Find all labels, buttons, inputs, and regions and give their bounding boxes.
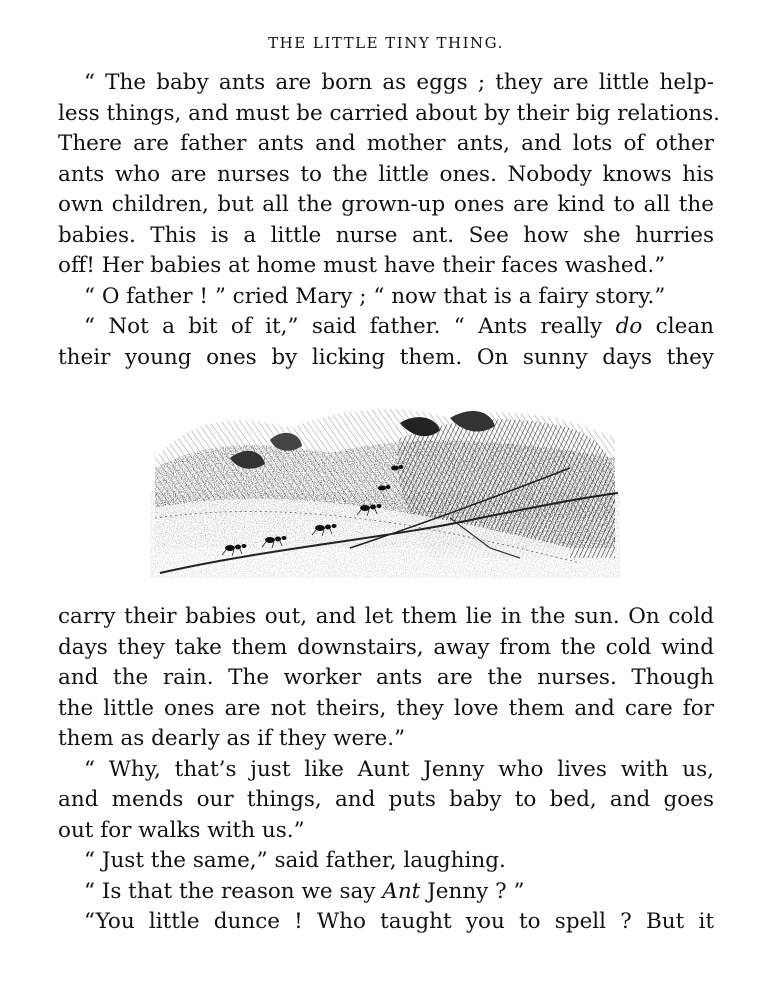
text-line <box>58 694 714 725</box>
line-text: and the rain. The worker ants are the nurses. Though <box>58 665 714 690</box>
text-line <box>58 312 714 343</box>
text-line <box>58 221 714 252</box>
text-line <box>58 724 714 755</box>
text-line <box>58 907 714 938</box>
text-block-bottom <box>58 602 714 938</box>
line-text: babies. This is a little nurse ant. See how she hurries <box>58 222 714 248</box>
line-text: “ Not a bit of it,” said father. “ Ants really <box>84 314 603 339</box>
text-line <box>58 251 714 282</box>
line-text: “ O father ! ” cried Mary ; “ now that is a fairy story.” <box>84 283 666 309</box>
line-text: “ Why, that’s just like Aunt Jenny who lives with us, <box>84 756 714 782</box>
text-line <box>58 785 714 816</box>
line-text: the little ones are not theirs, they love them and care for <box>58 695 714 721</box>
line-text: their young ones by licking them. On sunny days they <box>58 344 714 370</box>
text-line <box>58 846 714 877</box>
running-head: THE LITTLE TINY THING. <box>268 34 504 52</box>
text-line <box>58 99 721 130</box>
line-text: out for walks with us.” <box>58 817 305 843</box>
line-text: less things, and must be carried about by their big relations. <box>58 100 721 126</box>
line-text: ants who are nurses to the little ones. Nobody knows his <box>58 161 714 187</box>
text-line <box>58 68 714 99</box>
text-line <box>58 877 714 908</box>
text-line <box>58 755 714 786</box>
line-text: “ The baby ants are born as eggs ; they are little help- <box>84 70 714 95</box>
line-text: There are father ants and mother ants, and lots of other <box>58 131 714 156</box>
text-block-top <box>58 68 721 373</box>
line-text-after: clean <box>642 314 714 339</box>
text-line <box>58 602 714 633</box>
line-text: off! Her babies at home must have their faces washed.” <box>58 253 666 278</box>
line-text: “You little dunce ! Who taught you to spell ? But it <box>84 909 714 934</box>
text-line <box>58 160 714 191</box>
line-text: “ Is that the reason we say <box>84 878 376 904</box>
text-line <box>58 663 714 694</box>
text-line <box>58 129 714 160</box>
line-text: days they take them downstairs, away from the cold wind <box>58 634 714 660</box>
text-line <box>58 190 714 221</box>
text-line <box>58 343 714 374</box>
emphasized-word: Ant <box>382 878 421 904</box>
text-line <box>58 633 714 664</box>
emphasized-word: do <box>615 314 643 339</box>
line-text: “ Just the same,” said father, laughing. <box>84 848 506 873</box>
line-text: carry their babies out, and let them lie in the sun. On cold <box>58 604 714 629</box>
line-text: own children, but all the grown-up ones are kind to all the <box>58 192 714 217</box>
text-line <box>58 816 714 847</box>
ants-illustration-icon <box>150 398 620 578</box>
line-text: and mends our things, and puts baby to bed, and goes <box>58 787 714 812</box>
line-text-after: Jenny ? ” <box>420 878 525 904</box>
text-line <box>58 282 714 313</box>
line-text: them as dearly as if they were.” <box>58 726 406 751</box>
